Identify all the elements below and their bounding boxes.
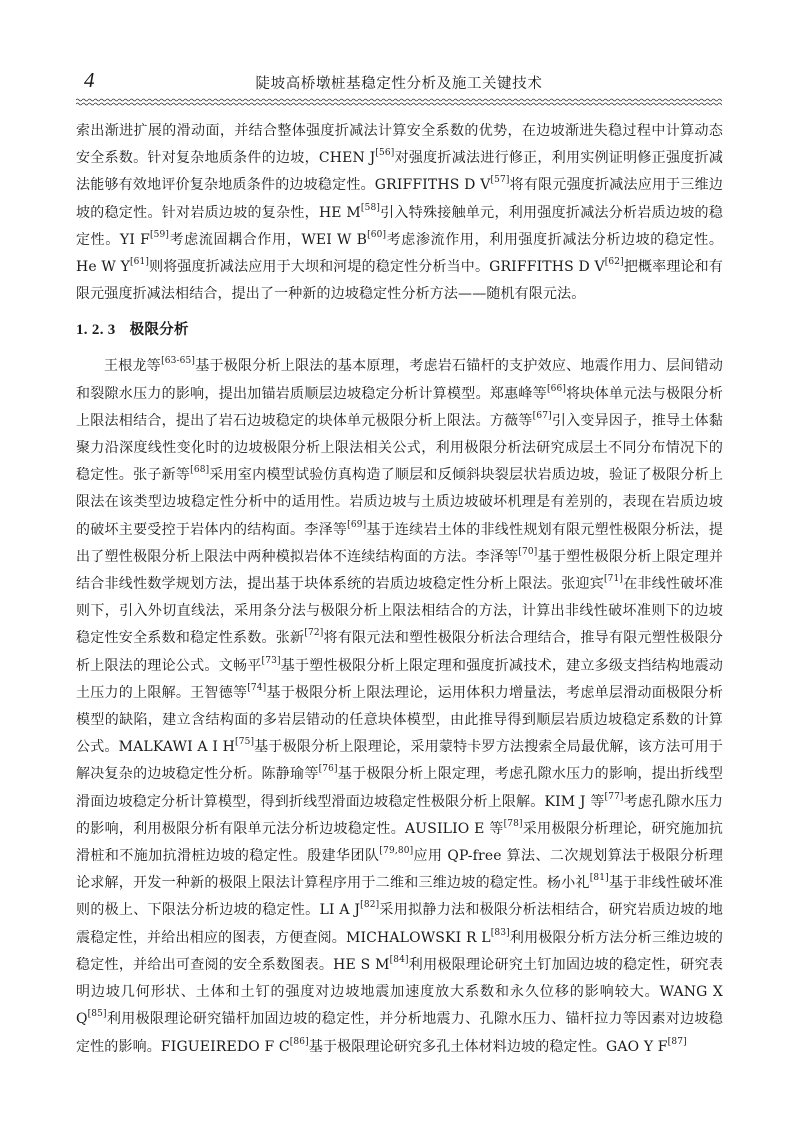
citation-ref: [74] [247, 682, 267, 693]
text-run: 基于极限分析上限法理论，运用体积力增量法，考虑单层滑动面极限分析模型的缺陷，建立含结构面的多岩层错动的任意块体模型，由此推导得到顺层岩质边坡稳定系数的计算公式。MALKAWI A I H [76, 684, 723, 756]
citation-ref: [71] [604, 574, 624, 585]
text-run: 考虑流固耦合作用，WEI W B [169, 231, 368, 248]
citation-ref: [68] [190, 465, 210, 476]
text-run: 基于极限分析上限法的基本原理，考虑岩石锚杆的支护效应、地震作用力、层间错动和裂隙水压力的影响，提出加锚岩质顺层边坡稳定分析计算模型。郑惠峰等 [76, 358, 723, 402]
running-title: 陡坡高桥墩桩基稳定性分析及施工关键技术 [255, 76, 543, 92]
citation-ref: [57] [490, 175, 510, 186]
text-run: 基于极限分析上限定理，考虑孔隙水压力的影响，提出折线型滑面边坡稳定分析计算模型，得到折线型滑面边坡稳定性极限分析上限解。KIM J 等 [76, 766, 723, 810]
citation-ref: [86] [289, 1036, 309, 1047]
text-run: 则将强度折减法应用于大坝和河堤的稳定性分析当中。GRIFFITHS D V [149, 259, 605, 276]
citation-ref: [79,80] [379, 846, 414, 857]
text-run: 把概率理论和有限元强度折减法相结合，提出了一种新的边坡稳定性分析方法——随机有限元法。 [76, 259, 723, 303]
text-run: 王根龙等 [104, 358, 162, 375]
body-text [76, 118, 723, 1061]
text-run: 将有限元法和塑性极限分析法合理结合，推导有限元塑性极限分析上限法的理论公式。文畅平 [76, 630, 724, 674]
citation-ref: [83] [490, 927, 510, 938]
text-run: 考虑孔隙水压力的影响，利用极限分析有限单元法分析边坡稳定性。AUSILIO E 等 [76, 793, 723, 837]
text-run: 在非线性破坏准则下，引入外切直线法，采用条分法与极限分析上限法相结合的方法，计算出非线性破坏准则下的边坡稳定性安全系数和稳定性系数。张新 [76, 576, 723, 647]
text-run: 应用 QP-free 算法、二次规划算法于极限分析理论求解，开发一种新的极限上限法计算程序用于二维和三维边坡的稳定性。杨小礼 [76, 848, 724, 892]
text-run: 基于非线性破坏准则的极上、下限法分析边坡的稳定性。LI A J [76, 875, 723, 919]
text-run: 基于塑性极限分析上限定理和强度折减技术，建立多级支挡结构地震动土压力的上限解。王智德等 [76, 657, 724, 701]
text-run: 采用拟静力法和极限分析法相结合，研究岩质边坡的地震稳定性，并给出相应的图表，方便查阅。MICHALOWSKI R L [76, 902, 723, 946]
text-run: 对强度折减法进行修正，利用实例证明修正强度折减法能够有效地评价复杂地质条件的边坡稳定性。GRIFFITHS D V [76, 150, 724, 194]
text-run: 引入特殊接触单元，利用强度折减法分析岩质边坡的稳定性。YI F [76, 204, 723, 248]
citation-ref: [72] [304, 628, 324, 639]
citation-ref: [61] [129, 257, 150, 268]
text-run: 将有限元强度折减法应用于三维边坡的稳定性。针对岩质边坡的复杂性，HE M [76, 177, 724, 221]
citation-ref: [87] [667, 1036, 687, 1047]
header-wavy-rule [76, 98, 722, 106]
text-run: 利用极限理论研究土钉加固边坡的稳定性，研究表明边坡几何形状、土体和土钉的强度对边坡地震加速度放大系数和永久位移的影响较大。WANG X Q [76, 956, 723, 1028]
text-run: 利用极限分析方法分析三维边坡的稳定性，并给出可查阅的安全系数图表。HE S M [76, 929, 724, 973]
citation-ref: [56] [375, 148, 395, 159]
citation-ref: [76] [318, 764, 338, 775]
text-run: 基于极限理论研究多孔土体材料边坡的稳定性。GAO Y F [308, 1038, 668, 1055]
text-run: 采用室内模型试验仿真构造了顺层和反倾斜块裂层状岩质边坡，验证了极限分析上限法在该类型边坡稳定性分析中的适用性。岩质边坡与土质边坡破坏机理是有差别的，表现在岩质边坡的破坏主要受控于岩体内的结构面。李泽等 [76, 467, 723, 538]
text-run: 基于极限分析上限理论，采用蒙特卡罗方法搜索全局最优解，该方法可用于解决复杂的边坡稳定性分析。陈静瑜等 [76, 739, 723, 783]
text-run: 考虑渗流作用，利用强度折减法分析边坡的稳定性。He W Y [76, 231, 723, 276]
paragraph-limit-analysis [76, 353, 723, 1060]
citation-ref: [75] [235, 737, 255, 748]
page-header [76, 64, 722, 104]
citation-ref: [62] [604, 257, 624, 268]
citation-ref: [69] [347, 519, 367, 530]
citation-ref: [70] [518, 546, 538, 557]
citation-ref: [58] [360, 202, 380, 213]
text-run: 索出渐进扩展的滑动面，并结合整体强度折减法计算安全系数的优势，在边坡渐进失稳过程中计算动态安全系数。针对复杂地质条件的边坡，CHEN J [76, 123, 723, 167]
section-heading [76, 318, 723, 342]
citation-ref: [67] [532, 410, 552, 421]
section-number: 1. 2. 3 [76, 322, 116, 339]
page-number: 4 [84, 68, 95, 92]
citation-ref: [81] [589, 873, 609, 884]
citation-ref: [82] [360, 900, 380, 911]
citation-ref: [66] [546, 383, 567, 394]
citation-ref: [78] [503, 818, 523, 829]
section-title: 极限分析 [129, 322, 189, 339]
citation-ref: [77] [604, 791, 624, 802]
text-run: 采用极限分析理论，研究施加抗滑桩和不施加抗滑桩边坡的稳定性。殷建华团队 [76, 820, 723, 865]
text-run: 基于连续岩土体的非线性规划有限元塑性极限分析法，提出了塑性极限分析上限法中两种模拟岩体不连续结构面的方法。李泽等 [76, 521, 724, 565]
text-run: 利用极限理论研究锚杆加固边坡的稳定性，并分析地震力、孔隙水压力、锚杆拉力等因素对边坡稳定性的影响。FIGUEIREDO F C [76, 1011, 723, 1055]
text-run: 引入变异因子，推导土体黏聚力沿深度线性变化时的边坡极限分析上限法相关公式，利用极限分析法研究成层土不同分布情况下的稳定性。张子新等 [76, 412, 723, 484]
paragraph-strength-reduction [76, 118, 723, 308]
citation-ref: [84] [389, 954, 409, 965]
text-run: 将块体单元法与极限分析上限法相结合，提出了岩石边坡稳定的块体单元极限分析上限法。方薇等 [76, 385, 723, 429]
citation-ref: [59] [149, 229, 170, 240]
text-run: 基于塑性极限分析上限定理并结合非线性数学规划方法，提出基于块体系统的岩质边坡稳定性分析上限法。张迎宾 [76, 548, 723, 593]
citation-ref: [60] [367, 229, 387, 240]
citation-ref: [73] [261, 655, 281, 666]
citation-ref: [85] [87, 1009, 107, 1020]
citation-ref: [63-65] [161, 356, 196, 367]
